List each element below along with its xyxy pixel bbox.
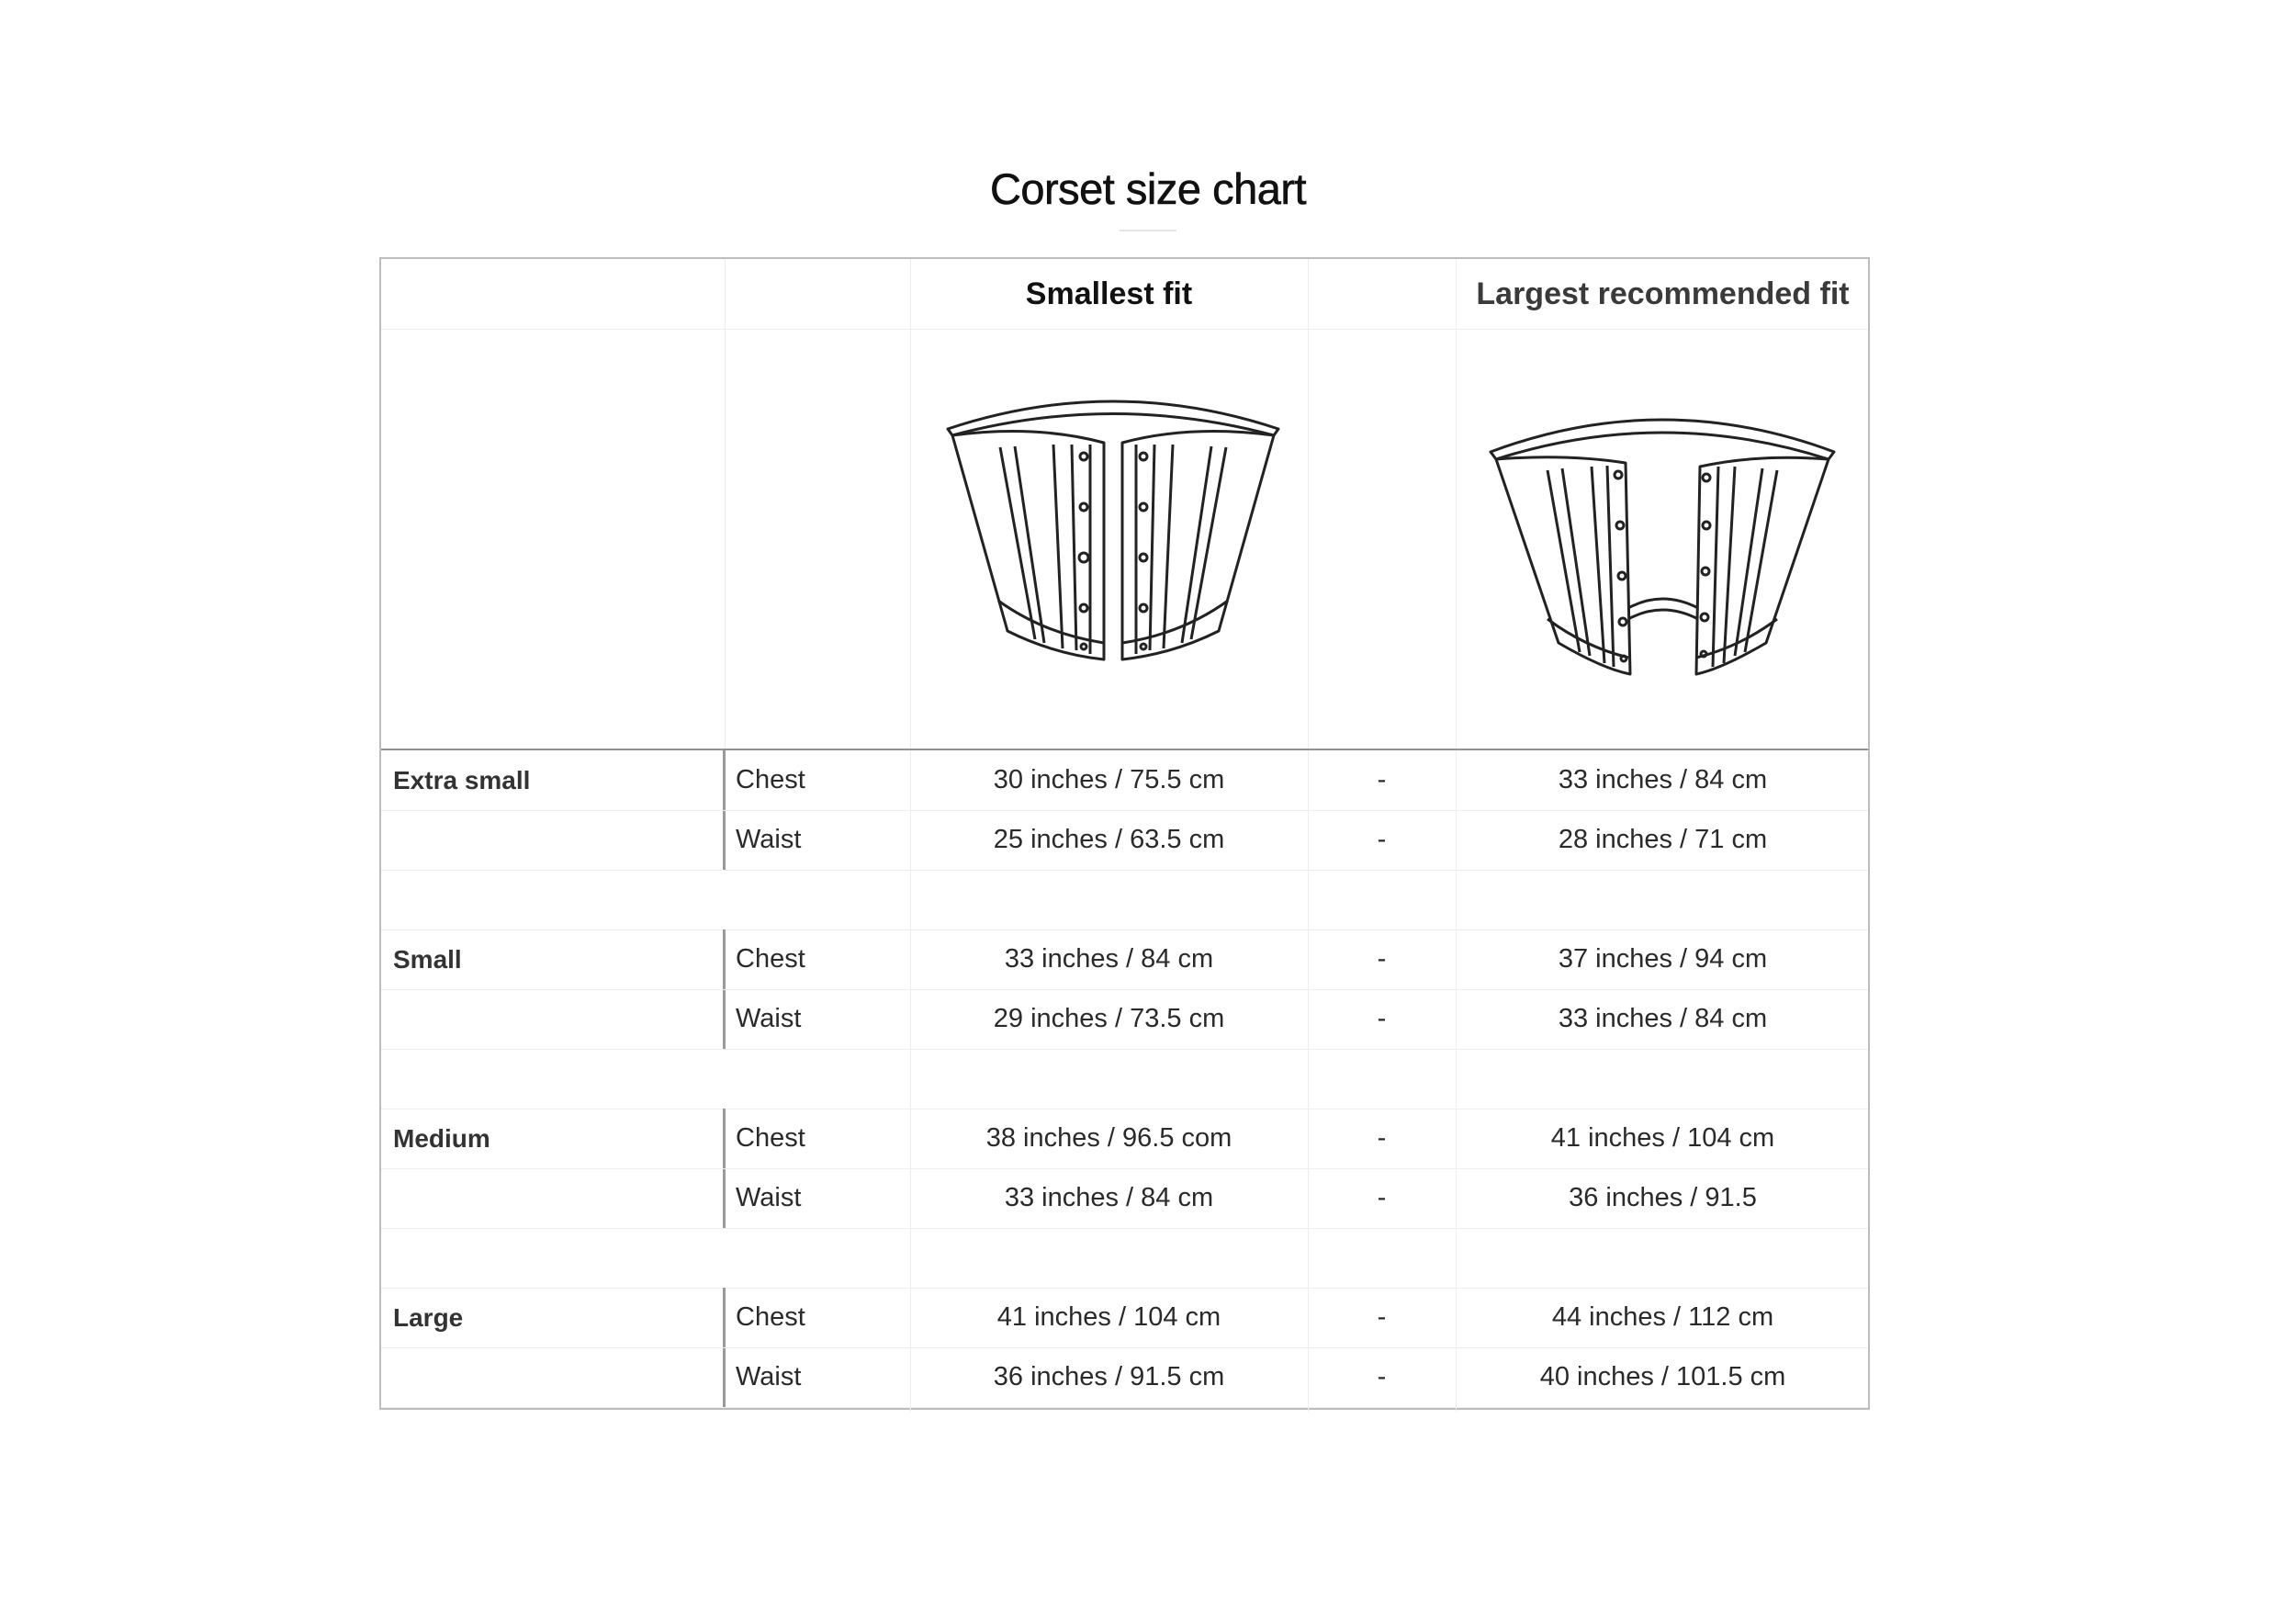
size-label: Large bbox=[393, 1303, 464, 1332]
measurement-label: Chest bbox=[736, 765, 805, 794]
smallest-fit-value: 30 inches / 75.5 cm bbox=[993, 765, 1225, 794]
range-separator: - bbox=[1377, 1123, 1387, 1153]
largest-fit-value: 40 inches / 101.5 cm bbox=[1539, 1362, 1786, 1391]
header-divider bbox=[381, 329, 1868, 330]
column-divider bbox=[910, 259, 911, 750]
size-label: Small bbox=[393, 945, 462, 974]
size-label: Medium bbox=[393, 1124, 490, 1153]
range-separator: - bbox=[1377, 944, 1387, 974]
largest-fit-value: 33 inches / 84 cm bbox=[1558, 1004, 1768, 1033]
measurement-label: Waist bbox=[736, 1004, 802, 1033]
range-separator: - bbox=[1377, 1183, 1387, 1212]
largest-fit-value: 41 inches / 104 cm bbox=[1550, 1123, 1775, 1153]
range-separator: - bbox=[1377, 765, 1387, 794]
column-divider bbox=[725, 259, 726, 750]
page-title: Corset size chart bbox=[989, 164, 1307, 213]
smallest-fit-value: 41 inches / 104 cm bbox=[996, 1302, 1221, 1332]
measurement-label: Chest bbox=[736, 1302, 805, 1332]
size-chart-table bbox=[379, 257, 1870, 1410]
row-divider bbox=[381, 1407, 1868, 1408]
largest-fit-value: 33 inches / 84 cm bbox=[1558, 765, 1768, 794]
largest-fit-value: 37 inches / 94 cm bbox=[1558, 944, 1768, 974]
measurement-label: Chest bbox=[736, 944, 805, 974]
smallest-fit-value: 33 inches / 84 cm bbox=[1004, 944, 1214, 974]
smallest-fit-value: 29 inches / 73.5 cm bbox=[993, 1004, 1225, 1033]
measurement-label: Waist bbox=[736, 1362, 802, 1391]
range-separator: - bbox=[1377, 825, 1387, 854]
size-label: Extra small bbox=[393, 766, 531, 794]
range-separator: - bbox=[1377, 1302, 1387, 1332]
header-smallest-fit: Smallest fit bbox=[1025, 276, 1193, 311]
smallest-fit-value: 38 inches / 96.5 com bbox=[985, 1123, 1232, 1153]
largest-fit-value: 36 inches / 91.5 bbox=[1569, 1183, 1757, 1212]
measurement-label: Chest bbox=[736, 1123, 805, 1153]
corset-closed-illustration bbox=[943, 388, 1283, 672]
range-separator: - bbox=[1377, 1362, 1387, 1391]
range-separator: - bbox=[1377, 1004, 1387, 1033]
smallest-fit-value: 33 inches / 84 cm bbox=[1004, 1183, 1214, 1212]
largest-fit-value: 28 inches / 71 cm bbox=[1558, 825, 1768, 854]
measurement-label: Waist bbox=[736, 825, 802, 854]
smallest-fit-value: 25 inches / 63.5 cm bbox=[993, 825, 1225, 854]
row-divider bbox=[381, 1049, 1868, 1050]
row-divider bbox=[381, 1228, 1868, 1229]
header-largest-fit: Largest recommended fit bbox=[1476, 276, 1850, 311]
smallest-fit-value: 36 inches / 91.5 cm bbox=[993, 1362, 1225, 1391]
title-divider bbox=[1120, 230, 1176, 231]
measurement-label: Waist bbox=[736, 1183, 802, 1212]
corset-open-illustration bbox=[1483, 406, 1841, 691]
row-divider bbox=[381, 870, 1868, 871]
largest-fit-value: 44 inches / 112 cm bbox=[1551, 1302, 1774, 1332]
